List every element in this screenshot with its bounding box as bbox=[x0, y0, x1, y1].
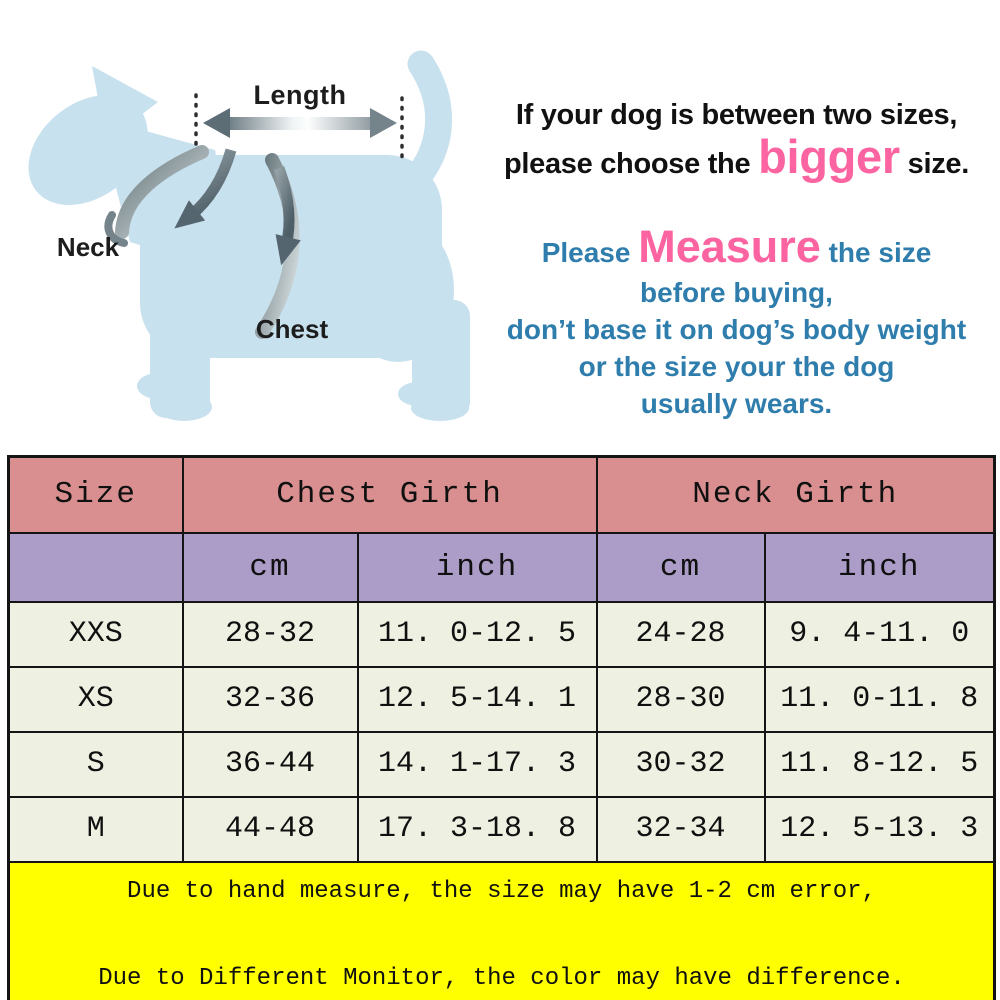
table-row-s bbox=[9, 732, 995, 797]
measure-line bbox=[478, 221, 995, 274]
advice-between-sizes bbox=[478, 92, 995, 190]
dog-tail bbox=[405, 64, 439, 190]
length-arrow-shaft bbox=[220, 117, 380, 130]
chest-inch-cell: 11. 0-12. 5 bbox=[358, 602, 597, 667]
length-arrow-right-head bbox=[370, 108, 397, 138]
table-units-row bbox=[9, 533, 995, 602]
table-note-row bbox=[9, 862, 995, 1000]
table-header-row bbox=[9, 457, 995, 533]
advice-before-buying: before buying, bbox=[640, 277, 833, 308]
neck-cm-cell: 24-28 bbox=[597, 602, 765, 667]
size-cell: S bbox=[9, 732, 183, 797]
advice-measure bbox=[478, 221, 995, 422]
chest-label: Chest bbox=[255, 314, 329, 344]
size-col-header: Size bbox=[9, 457, 183, 533]
chest-girth-header: Chest Girth bbox=[183, 457, 597, 533]
dog-measurement-diagram bbox=[0, 0, 480, 455]
table-row-xxs bbox=[9, 602, 995, 667]
advice-line-2-prefix: please choose the bbox=[503, 148, 759, 180]
chest-cm-cell: 32-36 bbox=[183, 667, 358, 732]
length-label: Length bbox=[253, 80, 347, 110]
dog-illustration-svg bbox=[0, 0, 480, 455]
length-arrow-left-head bbox=[203, 108, 230, 138]
advice-usually-wears: usually wears. bbox=[640, 388, 833, 419]
neck-inch-cell: 11. 0-11. 8 bbox=[765, 667, 995, 732]
neck-inch-cell: 11. 8-12. 5 bbox=[765, 732, 995, 797]
neck-cm-cell: 30-32 bbox=[597, 732, 765, 797]
chest-inch-unit: inch bbox=[358, 533, 597, 602]
neck-cm-unit: cm bbox=[597, 533, 765, 602]
neck-girth-header: Neck Girth bbox=[597, 457, 995, 533]
neck-cm-cell: 28-30 bbox=[597, 667, 765, 732]
table-row-m bbox=[9, 797, 995, 862]
advice-or-size: or the size your the dog bbox=[578, 351, 895, 382]
chest-inch-cell: 12. 5-14. 1 bbox=[358, 667, 597, 732]
measure-prefix: Please bbox=[541, 237, 639, 268]
note-line-1: Due to hand measure, the size may have 1-2 cm error, bbox=[127, 877, 876, 905]
measure-suffix: the size bbox=[820, 237, 932, 268]
size-cell: M bbox=[9, 797, 183, 862]
advice-line-1: If your dog is between two sizes, bbox=[515, 99, 958, 131]
size-table bbox=[7, 455, 996, 1000]
size-cell: XXS bbox=[9, 602, 183, 667]
advice-line-2-suffix: size. bbox=[899, 148, 970, 180]
chest-cm-cell: 28-32 bbox=[183, 602, 358, 667]
note-block bbox=[10, 863, 993, 1000]
table-row-xs bbox=[9, 667, 995, 732]
neck-inch-cell: 12. 5-13. 3 bbox=[765, 797, 995, 862]
neck-label: Neck bbox=[56, 232, 120, 262]
bigger-highlight: bigger bbox=[758, 130, 900, 183]
size-cell: XS bbox=[9, 667, 183, 732]
neck-inch-cell: 9. 4-11. 0 bbox=[765, 602, 995, 667]
chest-inch-cell: 17. 3-18. 8 bbox=[358, 797, 597, 862]
chest-cm-cell: 36-44 bbox=[183, 732, 358, 797]
chest-cm-unit: cm bbox=[183, 533, 358, 602]
units-empty-cell bbox=[9, 533, 183, 602]
chest-cm-cell: 44-48 bbox=[183, 797, 358, 862]
neck-inch-unit: inch bbox=[765, 533, 995, 602]
neck-cm-cell: 32-34 bbox=[597, 797, 765, 862]
chest-inch-cell: 14. 1-17. 3 bbox=[358, 732, 597, 797]
note-line-2: Due to Different Monitor, the color may have difference. bbox=[98, 964, 905, 992]
advice-dont-base: don’t base it on dog’s body weight bbox=[506, 314, 967, 345]
measure-highlight: Measure bbox=[638, 221, 821, 272]
advice-line-2 bbox=[478, 130, 995, 190]
